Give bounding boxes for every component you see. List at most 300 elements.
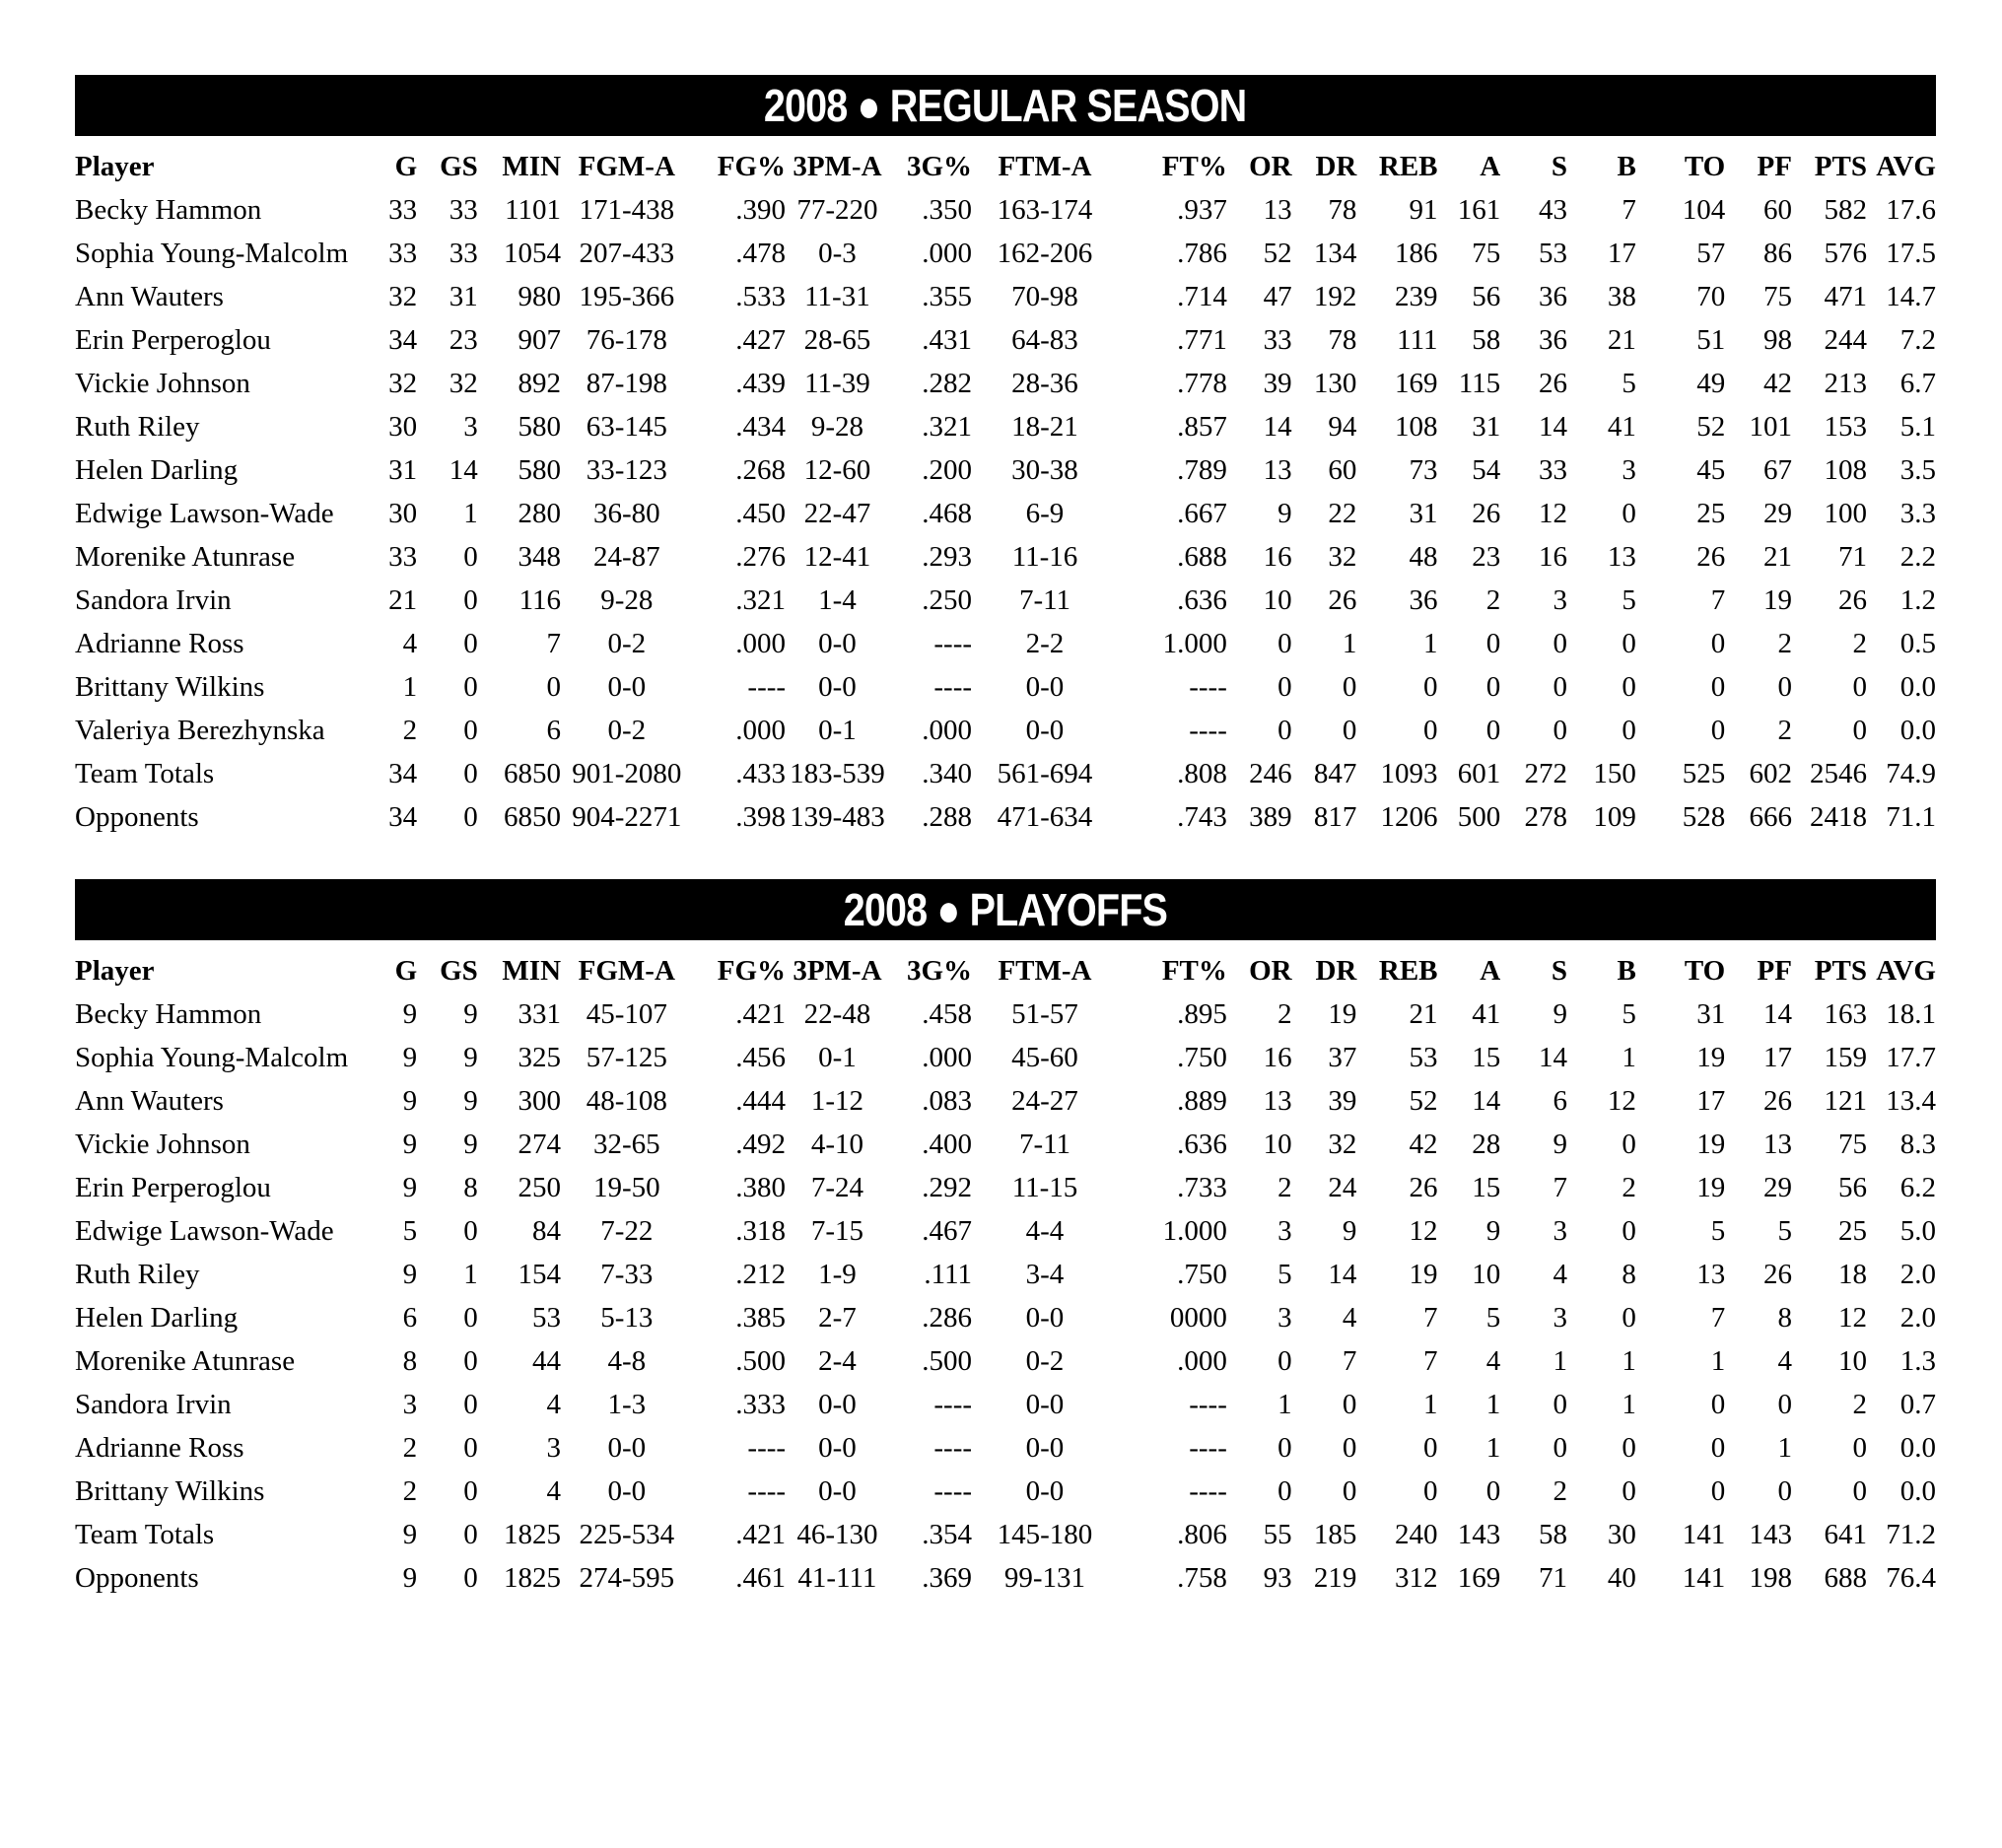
stat-b: 30	[1607, 1519, 1636, 1550]
stat-pf: 666	[1749, 801, 1792, 833]
stat-min: 154	[518, 1259, 562, 1290]
stat-a: 1	[1485, 1389, 1501, 1420]
stat-or: 5	[1277, 1259, 1292, 1290]
stat-ft-pct: .688	[1177, 541, 1227, 573]
stat-ft-pct: .778	[1177, 368, 1227, 399]
stat-g: 9	[402, 1259, 418, 1290]
stat-b: 12	[1607, 1085, 1636, 1117]
stat-ftm-a: 0-0	[1025, 1475, 1065, 1507]
table-row	[75, 622, 1936, 665]
stat-ft-pct: .895	[1177, 998, 1227, 1030]
stat-g: 8	[402, 1345, 418, 1377]
table-row	[75, 795, 1936, 839]
stat-a: 1	[1485, 1432, 1501, 1464]
stat-ft-pct: .636	[1177, 584, 1227, 616]
stat-to: 0	[1710, 1389, 1726, 1420]
stat-s: 272	[1524, 758, 1567, 789]
stat-avg: 6.7	[1899, 368, 1936, 399]
stat-b: 3	[1622, 454, 1636, 486]
stat-dr: 78	[1328, 324, 1357, 356]
stat-3pm-a: 0-1	[818, 715, 857, 746]
column-header-player: Player	[75, 955, 155, 987]
stat-gs: 0	[463, 1389, 478, 1420]
stat-gs: 0	[463, 1562, 478, 1594]
stat-g: 2	[402, 1432, 418, 1464]
stat-g: 9	[402, 1172, 418, 1203]
stat-ft-pct: ----	[1189, 671, 1227, 703]
stat-s: 9	[1553, 1129, 1567, 1160]
stat-to: 0	[1710, 1475, 1726, 1507]
stat-avg: 71.1	[1886, 801, 1936, 833]
stat-pts: 159	[1824, 1042, 1867, 1073]
table-row	[75, 1036, 1936, 1079]
stat-pts: 75	[1837, 1129, 1867, 1160]
stat-g: 34	[388, 801, 418, 833]
stat-3g-pct: .400	[922, 1129, 973, 1160]
stat-s: 0	[1553, 1389, 1567, 1420]
stat-pf: 67	[1762, 454, 1792, 486]
stat-fg-pct: ----	[747, 1475, 787, 1507]
stat-fgm-a: 9-28	[600, 584, 654, 616]
stat-ft-pct: .636	[1177, 1129, 1227, 1160]
stat-ft-pct: ----	[1189, 715, 1227, 746]
stat-fgm-a: 57-125	[586, 1042, 667, 1073]
stat-s: 71	[1538, 1562, 1567, 1594]
table-row	[75, 448, 1936, 492]
column-header-player: Player	[75, 151, 155, 182]
table-row	[75, 665, 1936, 709]
stat-a: 26	[1472, 498, 1501, 529]
stat-fg-pct: .000	[735, 628, 787, 659]
stat-fg-pct: .276	[735, 541, 787, 573]
stat-min: 4	[546, 1475, 562, 1507]
stat-g: 30	[388, 498, 418, 529]
table-row	[75, 1166, 1936, 1209]
stat-pf: 198	[1749, 1562, 1792, 1594]
stat-or: 0	[1277, 1432, 1292, 1464]
stat-min: 250	[518, 1172, 562, 1203]
stat-pts: 108	[1824, 454, 1867, 486]
stat-fgm-a: 0-0	[607, 671, 647, 703]
stat-min: 907	[518, 324, 562, 356]
stat-a: 28	[1472, 1129, 1501, 1160]
stat-or: 9	[1277, 498, 1292, 529]
stat-fg-pct: .433	[735, 758, 787, 789]
player-name: Erin Perperoglou	[75, 324, 271, 356]
stat-min: 116	[518, 584, 562, 616]
stat-g: 9	[402, 1042, 418, 1073]
stat-3g-pct: ----	[933, 628, 973, 659]
stat-s: 43	[1538, 194, 1567, 226]
stat-3g-pct: .000	[922, 715, 973, 746]
stat-min: 6	[546, 715, 562, 746]
stat-to: 13	[1696, 1259, 1726, 1290]
stat-or: 3	[1277, 1215, 1292, 1247]
stat-gs: 9	[463, 1085, 478, 1117]
stat-fgm-a: 48-108	[586, 1085, 667, 1117]
stat-pf: 42	[1762, 368, 1792, 399]
stat-g: 21	[388, 584, 418, 616]
stat-ftm-a: 0-0	[1025, 715, 1065, 746]
column-header-a: A	[1480, 955, 1501, 987]
stat-pf: 29	[1762, 498, 1792, 529]
stat-min: 325	[518, 1042, 562, 1073]
stat-fg-pct: .421	[735, 1519, 787, 1550]
stat-dr: 4	[1342, 1302, 1357, 1334]
stat-min: 892	[518, 368, 562, 399]
stat-fg-pct: .212	[735, 1259, 787, 1290]
stat-gs: 9	[463, 1042, 478, 1073]
stat-g: 34	[388, 758, 418, 789]
column-header-pts: PTS	[1814, 955, 1867, 987]
table-row	[75, 1383, 1936, 1426]
column-header-dr: DR	[1315, 955, 1357, 987]
stat-ftm-a: 0-0	[1025, 1302, 1065, 1334]
stat-ft-pct: .000	[1177, 1345, 1227, 1377]
stat-reb: 312	[1395, 1562, 1438, 1594]
stat-ftm-a: 28-36	[1011, 368, 1078, 399]
stat-dr: 1	[1342, 628, 1357, 659]
stat-fg-pct: .390	[735, 194, 787, 226]
table-row	[75, 709, 1936, 752]
stat-reb: 31	[1409, 498, 1438, 529]
stat-pts: 25	[1837, 1215, 1867, 1247]
stat-fgm-a: 901-2080	[572, 758, 682, 789]
stat-pts: 0	[1852, 1432, 1867, 1464]
stat-3pm-a: 0-0	[818, 671, 857, 703]
stat-pf: 0	[1777, 1389, 1792, 1420]
stat-s: 0	[1553, 715, 1567, 746]
stat-reb: 48	[1409, 541, 1438, 573]
stat-avg: 17.6	[1886, 194, 1936, 226]
stat-min: 348	[518, 541, 562, 573]
stat-b: 2	[1622, 1172, 1636, 1203]
stat-ft-pct: .733	[1177, 1172, 1227, 1203]
column-header-min: MIN	[502, 151, 562, 182]
stat-pf: 8	[1777, 1302, 1792, 1334]
stat-avg: 18.1	[1886, 998, 1936, 1030]
stat-fgm-a: 0-2	[607, 715, 647, 746]
player-name: Team Totals	[75, 758, 215, 789]
stat-reb: 0	[1423, 715, 1438, 746]
stat-to: 5	[1710, 1215, 1726, 1247]
stat-to: 525	[1682, 758, 1726, 789]
stat-pts: 153	[1824, 411, 1867, 443]
stat-or: 246	[1249, 758, 1292, 789]
playoffs-table	[75, 949, 1936, 1600]
stat-pts: 576	[1824, 238, 1867, 269]
stat-fgm-a: 32-65	[592, 1129, 660, 1160]
player-name: Team Totals	[75, 1519, 215, 1550]
stat-pf: 75	[1762, 281, 1792, 312]
stat-dr: 37	[1328, 1042, 1357, 1073]
stat-g: 32	[388, 368, 418, 399]
stat-reb: 52	[1409, 1085, 1438, 1117]
stat-fgm-a: 24-87	[592, 541, 660, 573]
stat-avg: 0.0	[1899, 1432, 1936, 1464]
playoffs-section	[75, 879, 1936, 1600]
stat-s: 7	[1553, 1172, 1567, 1203]
column-header-pf: PF	[1757, 151, 1792, 182]
stat-pf: 21	[1762, 541, 1792, 573]
stat-to: 0	[1710, 671, 1726, 703]
stat-or: 13	[1263, 1085, 1292, 1117]
stat-dr: 817	[1313, 801, 1357, 833]
stat-fgm-a: 4-8	[607, 1345, 647, 1377]
player-name: Sophia Young-Malcolm	[75, 238, 349, 269]
stat-3pm-a: 1-4	[818, 584, 857, 616]
stat-avg: 2.2	[1899, 541, 1936, 573]
stat-dr: 847	[1313, 758, 1357, 789]
stat-fg-pct: .478	[735, 238, 787, 269]
stat-or: 0	[1277, 1475, 1292, 1507]
player-name: Adrianne Ross	[75, 628, 244, 659]
stat-ft-pct: .937	[1177, 194, 1227, 226]
stat-ftm-a: 0-0	[1025, 1432, 1065, 1464]
stat-ftm-a: 561-694	[997, 758, 1093, 789]
stat-to: 17	[1696, 1085, 1726, 1117]
stat-a: 23	[1472, 541, 1501, 573]
stat-gs: 32	[449, 368, 478, 399]
regular-season-section	[75, 75, 1936, 839]
stat-ft-pct: .667	[1177, 498, 1227, 529]
stat-to: 19	[1696, 1042, 1726, 1073]
stat-s: 1	[1553, 1345, 1567, 1377]
stat-fgm-a: 207-433	[579, 238, 675, 269]
stat-dr: 185	[1313, 1519, 1357, 1550]
stat-or: 13	[1263, 454, 1292, 486]
stat-pf: 60	[1762, 194, 1792, 226]
stat-pf: 19	[1762, 584, 1792, 616]
stat-ftm-a: 163-174	[997, 194, 1093, 226]
stat-3g-pct: .000	[922, 1042, 973, 1073]
stat-min: 280	[518, 498, 562, 529]
stat-dr: 9	[1342, 1215, 1357, 1247]
stat-ftm-a: 7-11	[1018, 1129, 1071, 1160]
stat-to: 26	[1696, 541, 1726, 573]
stat-avg: 17.5	[1886, 238, 1936, 269]
stat-min: 53	[532, 1302, 562, 1334]
stat-3g-pct: .369	[922, 1562, 973, 1594]
stat-pf: 29	[1762, 1172, 1792, 1203]
stat-ft-pct: .750	[1177, 1259, 1227, 1290]
stat-or: 0	[1277, 628, 1292, 659]
stat-min: 6850	[504, 801, 562, 833]
stat-a: 4	[1485, 1345, 1501, 1377]
stat-g: 33	[388, 541, 418, 573]
table-row	[75, 535, 1936, 579]
stat-pts: 12	[1837, 1302, 1867, 1334]
stat-3pm-a: 0-3	[818, 238, 857, 269]
stat-dr: 219	[1313, 1562, 1357, 1594]
stat-ft-pct: 0000	[1169, 1302, 1227, 1334]
stat-to: 19	[1696, 1172, 1726, 1203]
stat-or: 93	[1263, 1562, 1292, 1594]
stat-ftm-a: 145-180	[997, 1519, 1093, 1550]
player-name: Becky Hammon	[75, 194, 262, 226]
stat-dr: 19	[1328, 998, 1357, 1030]
table-row	[75, 405, 1936, 448]
player-name: Helen Darling	[75, 1302, 239, 1334]
player-name: Adrianne Ross	[75, 1432, 244, 1464]
stat-a: 500	[1457, 801, 1501, 833]
stat-avg: 1.3	[1899, 1345, 1936, 1377]
stat-s: 26	[1538, 368, 1567, 399]
stat-pf: 4	[1777, 1345, 1792, 1377]
table-row	[75, 579, 1936, 622]
table-row	[75, 1296, 1936, 1339]
stat-pts: 100	[1824, 498, 1867, 529]
stat-or: 33	[1263, 324, 1292, 356]
column-header-fgm-a: FGM-A	[578, 955, 675, 987]
stat-3pm-a: 0-0	[818, 1475, 857, 1507]
stat-fgm-a: 45-107	[586, 998, 667, 1030]
stat-3g-pct: .355	[922, 281, 973, 312]
table-row	[75, 188, 1936, 232]
table-row	[75, 1339, 1936, 1383]
stat-ft-pct: .789	[1177, 454, 1227, 486]
stat-min: 331	[518, 998, 562, 1030]
stat-fgm-a: 19-50	[592, 1172, 660, 1203]
table-row	[75, 362, 1936, 405]
stat-g: 31	[388, 454, 418, 486]
stat-fgm-a: 225-534	[579, 1519, 675, 1550]
stat-avg: 2.0	[1899, 1259, 1936, 1290]
stat-pts: 2	[1852, 1389, 1867, 1420]
table-row	[75, 1556, 1936, 1600]
column-header-g: G	[394, 151, 418, 182]
stat-b: 8	[1622, 1259, 1636, 1290]
stat-ft-pct: .758	[1177, 1562, 1227, 1594]
column-header-fg-pct: FG%	[717, 955, 787, 987]
stat-b: 5	[1622, 584, 1636, 616]
column-header-3pm-a: 3PM-A	[793, 955, 882, 987]
stat-gs: 0	[463, 541, 478, 573]
stat-pts: 2	[1852, 628, 1867, 659]
player-name: Ann Wauters	[75, 281, 224, 312]
stat-reb: 73	[1409, 454, 1438, 486]
stat-dr: 94	[1328, 411, 1357, 443]
stat-pts: 641	[1824, 1519, 1867, 1550]
stat-a: 58	[1472, 324, 1501, 356]
stat-to: 25	[1696, 498, 1726, 529]
stat-s: 16	[1538, 541, 1567, 573]
stat-min: 3	[546, 1432, 562, 1464]
stat-3pm-a: 12-60	[803, 454, 871, 486]
stat-a: 115	[1458, 368, 1501, 399]
column-header-reb: REB	[1378, 151, 1438, 182]
stat-a: 0	[1485, 671, 1501, 703]
stat-to: 0	[1710, 628, 1726, 659]
table-row	[75, 1123, 1936, 1166]
stat-a: 56	[1472, 281, 1501, 312]
stat-reb: 7	[1423, 1302, 1438, 1334]
stat-fg-pct: ----	[747, 1432, 787, 1464]
stat-min: 6850	[504, 758, 562, 789]
stat-3g-pct: .250	[922, 584, 973, 616]
stat-fg-pct: .500	[735, 1345, 787, 1377]
playoffs-banner	[75, 879, 1936, 940]
stat-pf: 101	[1749, 411, 1792, 443]
stat-to: 0	[1710, 1432, 1726, 1464]
stat-pf: 14	[1762, 998, 1792, 1030]
stat-dr: 130	[1313, 368, 1357, 399]
stat-b: 0	[1622, 498, 1636, 529]
stat-b: 0	[1622, 1432, 1636, 1464]
stat-ft-pct: .808	[1177, 758, 1227, 789]
stat-3pm-a: 22-48	[803, 998, 871, 1030]
stat-to: 49	[1696, 368, 1726, 399]
stat-reb: 1	[1423, 1389, 1438, 1420]
stat-g: 6	[402, 1302, 418, 1334]
stat-ft-pct: .889	[1177, 1085, 1227, 1117]
stat-pts: 26	[1837, 584, 1867, 616]
stat-b: 5	[1622, 368, 1636, 399]
stat-fgm-a: 904-2271	[572, 801, 682, 833]
stat-dr: 0	[1342, 715, 1357, 746]
stat-g: 33	[388, 194, 418, 226]
column-header-3g-pct: 3G%	[906, 151, 973, 182]
stat-g: 1	[402, 671, 418, 703]
stat-reb: 240	[1395, 1519, 1438, 1550]
stat-gs: 0	[463, 1215, 478, 1247]
stat-3pm-a: 0-0	[818, 1432, 857, 1464]
stat-gs: 0	[463, 1475, 478, 1507]
stat-ft-pct: ----	[1189, 1389, 1227, 1420]
stat-g: 3	[402, 1389, 418, 1420]
column-header-s: S	[1551, 151, 1567, 182]
stat-gs: 1	[463, 498, 478, 529]
stat-pts: 213	[1824, 368, 1867, 399]
stat-reb: 0	[1423, 671, 1438, 703]
stat-a: 75	[1472, 238, 1501, 269]
stat-3g-pct: ----	[933, 671, 973, 703]
stat-pf: 0	[1777, 671, 1792, 703]
stat-avg: 3.5	[1899, 454, 1936, 486]
stat-or: 52	[1263, 238, 1292, 269]
stat-fg-pct: .492	[735, 1129, 787, 1160]
stat-s: 0	[1553, 1432, 1567, 1464]
stat-a: 2	[1485, 584, 1501, 616]
stat-g: 34	[388, 324, 418, 356]
column-header-reb: REB	[1378, 955, 1438, 987]
stat-min: 4	[546, 1389, 562, 1420]
stat-dr: 32	[1328, 1129, 1357, 1160]
stat-g: 9	[402, 1129, 418, 1160]
stat-ft-pct: .786	[1177, 238, 1227, 269]
stat-ftm-a: 0-0	[1025, 1389, 1065, 1420]
stat-pf: 17	[1762, 1042, 1792, 1073]
stat-3g-pct: .468	[922, 498, 973, 529]
stat-reb: 1093	[1380, 758, 1438, 789]
stat-s: 3	[1553, 1302, 1567, 1334]
stat-fg-pct: .461	[735, 1562, 787, 1594]
column-header-ft-pct: FT%	[1161, 955, 1227, 987]
stat-avg: 0.7	[1899, 1389, 1936, 1420]
player-name: Vickie Johnson	[75, 1129, 250, 1160]
stat-ft-pct: .857	[1177, 411, 1227, 443]
stat-a: 10	[1472, 1259, 1501, 1290]
stat-g: 9	[402, 1519, 418, 1550]
stat-s: 14	[1538, 1042, 1567, 1073]
stat-fgm-a: 1-3	[607, 1389, 647, 1420]
stat-avg: 3.3	[1899, 498, 1936, 529]
stat-min: 44	[532, 1345, 562, 1377]
stat-pts: 71	[1837, 541, 1867, 573]
stat-g: 4	[402, 628, 418, 659]
stat-to: 7	[1710, 584, 1726, 616]
stat-b: 40	[1607, 1562, 1636, 1594]
